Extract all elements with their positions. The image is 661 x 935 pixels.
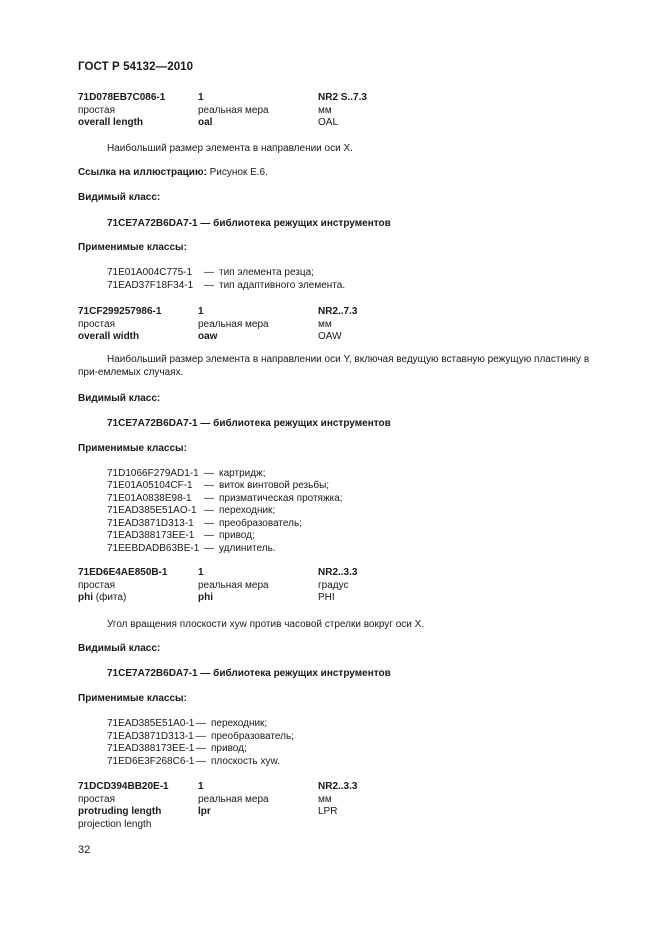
entry-type: простая	[78, 319, 115, 330]
visible-class-label: Видимый класс:	[78, 643, 161, 654]
applicable-class-desc: преобразователь;	[211, 731, 294, 742]
document-header: ГОСТ Р 54132—2010	[78, 61, 194, 73]
visible-class-label: Видимый класс:	[78, 393, 161, 404]
applicable-class-dash: —	[204, 480, 214, 491]
entry-type: простая	[78, 580, 115, 591]
applicable-class-code: 71EAD385E51AO-1	[107, 505, 197, 516]
entry-name-en	[78, 592, 126, 605]
entry-name-en-suffix: (фита)	[93, 592, 127, 603]
entry-unit: мм	[318, 105, 332, 116]
applicable-class-desc: картридж;	[219, 468, 266, 479]
entry-ref: NR2..7.3	[318, 306, 358, 317]
illustration-value: Рисунок E.6.	[206, 167, 268, 178]
applicable-class-dash: —	[196, 731, 206, 742]
entry-type: простая	[78, 794, 115, 805]
applicable-class-code: 71EAD3871D313-1	[107, 518, 194, 529]
applicable-class-code: 71EAD388173EE-1	[107, 530, 195, 541]
entry-measure: реальная мера	[198, 105, 269, 116]
applicable-class-dash: —	[204, 468, 214, 479]
entry-measure: реальная мера	[198, 319, 269, 330]
visible-class-value: 71CE7A72B6DA7-1 — библиотека режущих инструментов	[107, 218, 391, 229]
page-number: 32	[78, 844, 91, 856]
applicable-class-dash: —	[196, 743, 206, 754]
entry-ref: NR2..3.3	[318, 567, 358, 578]
entry-name-en: protruding length	[78, 806, 162, 817]
visible-class-value: 71CE7A72B6DA7-1 — библиотека режущих инструментов	[107, 668, 391, 679]
illustration-label: Ссылка на иллюстрацию:	[78, 167, 207, 178]
applicable-class-code: 71ED6E3F268C6-1	[107, 756, 195, 767]
entry-version: 1	[198, 92, 204, 103]
entry-alt-name: projection length	[78, 819, 152, 830]
entry-code: 71ED6E4AE850B-1	[78, 567, 168, 578]
applicable-class-code: 71EAD385E51A0-1	[107, 718, 195, 729]
entry-ref: NR2 S..7.3	[318, 92, 367, 103]
applicable-class-desc: призматическая протяжка;	[219, 493, 343, 504]
entry-code: 71DCD394BB20E-1	[78, 781, 169, 792]
applicable-class-code: 71E01A004C775-1	[107, 267, 193, 278]
illustration-reference	[78, 167, 268, 180]
entry-unit: мм	[318, 794, 332, 805]
entry-definition: Наибольший размер элемента в направлении оси Y, включая ведущую вставную режущую пластинку в при-емлемых случаях.	[78, 354, 590, 378]
applicable-class-desc: плоскость xyw.	[211, 756, 280, 767]
applicable-class-code: 71EAD37F18F34-1	[107, 280, 194, 291]
entry-abbr: OAW	[318, 331, 342, 342]
applicable-classes-label: Применимые классы:	[78, 443, 187, 454]
entry-symbol: oal	[198, 117, 213, 128]
entry-abbr: PHI	[318, 592, 335, 603]
entry-definition: Угол вращения плоскости xyw против часовой стрелки вокруг оси X.	[107, 619, 425, 630]
applicable-class-desc: тип адаптивного элемента.	[219, 280, 346, 291]
visible-class-label: Видимый класс:	[78, 192, 161, 203]
applicable-class-code: 71E01A0838E98-1	[107, 493, 192, 504]
entry-symbol: lpr	[198, 806, 211, 817]
entry-ref: NR2..3.3	[318, 781, 358, 792]
entry-abbr: LPR	[318, 806, 338, 817]
entry-measure: реальная мера	[198, 580, 269, 591]
applicable-class-dash: —	[196, 756, 206, 767]
applicable-class-desc: виток винтовой резьбы;	[219, 480, 330, 491]
applicable-class-code: 71EAD3871D313-1	[107, 731, 194, 742]
applicable-class-desc: переходник;	[219, 505, 276, 516]
applicable-classes-label: Применимые классы:	[78, 242, 187, 253]
applicable-class-dash: —	[204, 267, 214, 278]
entry-code: 71CF299257986-1	[78, 306, 162, 317]
applicable-class-desc: удлинитель.	[219, 543, 276, 554]
applicable-class-desc: преобразователь;	[219, 518, 302, 529]
entry-type: простая	[78, 105, 115, 116]
entry-code: 71D078EB7C086-1	[78, 92, 166, 103]
entry-version: 1	[198, 306, 204, 317]
entry-name-en: overall width	[78, 331, 140, 342]
entry-abbr: OAL	[318, 117, 339, 128]
visible-class-value: 71CE7A72B6DA7-1 — библиотека режущих инструментов	[107, 418, 391, 429]
applicable-class-desc: привод;	[211, 743, 247, 754]
applicable-class-code: 71D1066F279AD1-1	[107, 468, 199, 479]
applicable-class-dash: —	[204, 280, 214, 291]
applicable-classes-label: Применимые классы:	[78, 693, 187, 704]
entry-measure: реальная мера	[198, 794, 269, 805]
entry-symbol: oaw	[198, 331, 218, 342]
entry-name-en-main: phi	[78, 592, 93, 603]
entry-definition: Наибольший размер элемента в направлении оси X.	[107, 143, 353, 154]
applicable-class-dash: —	[204, 493, 214, 504]
entry-version: 1	[198, 567, 204, 578]
applicable-class-dash: —	[196, 718, 206, 729]
applicable-class-code: 71EAD388173EE-1	[107, 743, 195, 754]
entry-unit: градус	[318, 580, 349, 591]
applicable-class-dash: —	[204, 543, 214, 554]
applicable-class-dash: —	[204, 530, 214, 541]
entry-symbol: phi	[198, 592, 213, 603]
applicable-class-desc: привод;	[219, 530, 255, 541]
entry-name-en: overall length	[78, 117, 144, 128]
applicable-class-code: 71EEBDADB63BE-1	[107, 543, 200, 554]
applicable-class-code: 71E01A05104CF-1	[107, 480, 193, 491]
applicable-class-dash: —	[204, 518, 214, 529]
applicable-class-dash: —	[204, 505, 214, 516]
applicable-class-desc: тип элемента резца;	[219, 267, 314, 278]
entry-unit: мм	[318, 319, 332, 330]
entry-version: 1	[198, 781, 204, 792]
applicable-class-desc: переходник;	[211, 718, 268, 729]
